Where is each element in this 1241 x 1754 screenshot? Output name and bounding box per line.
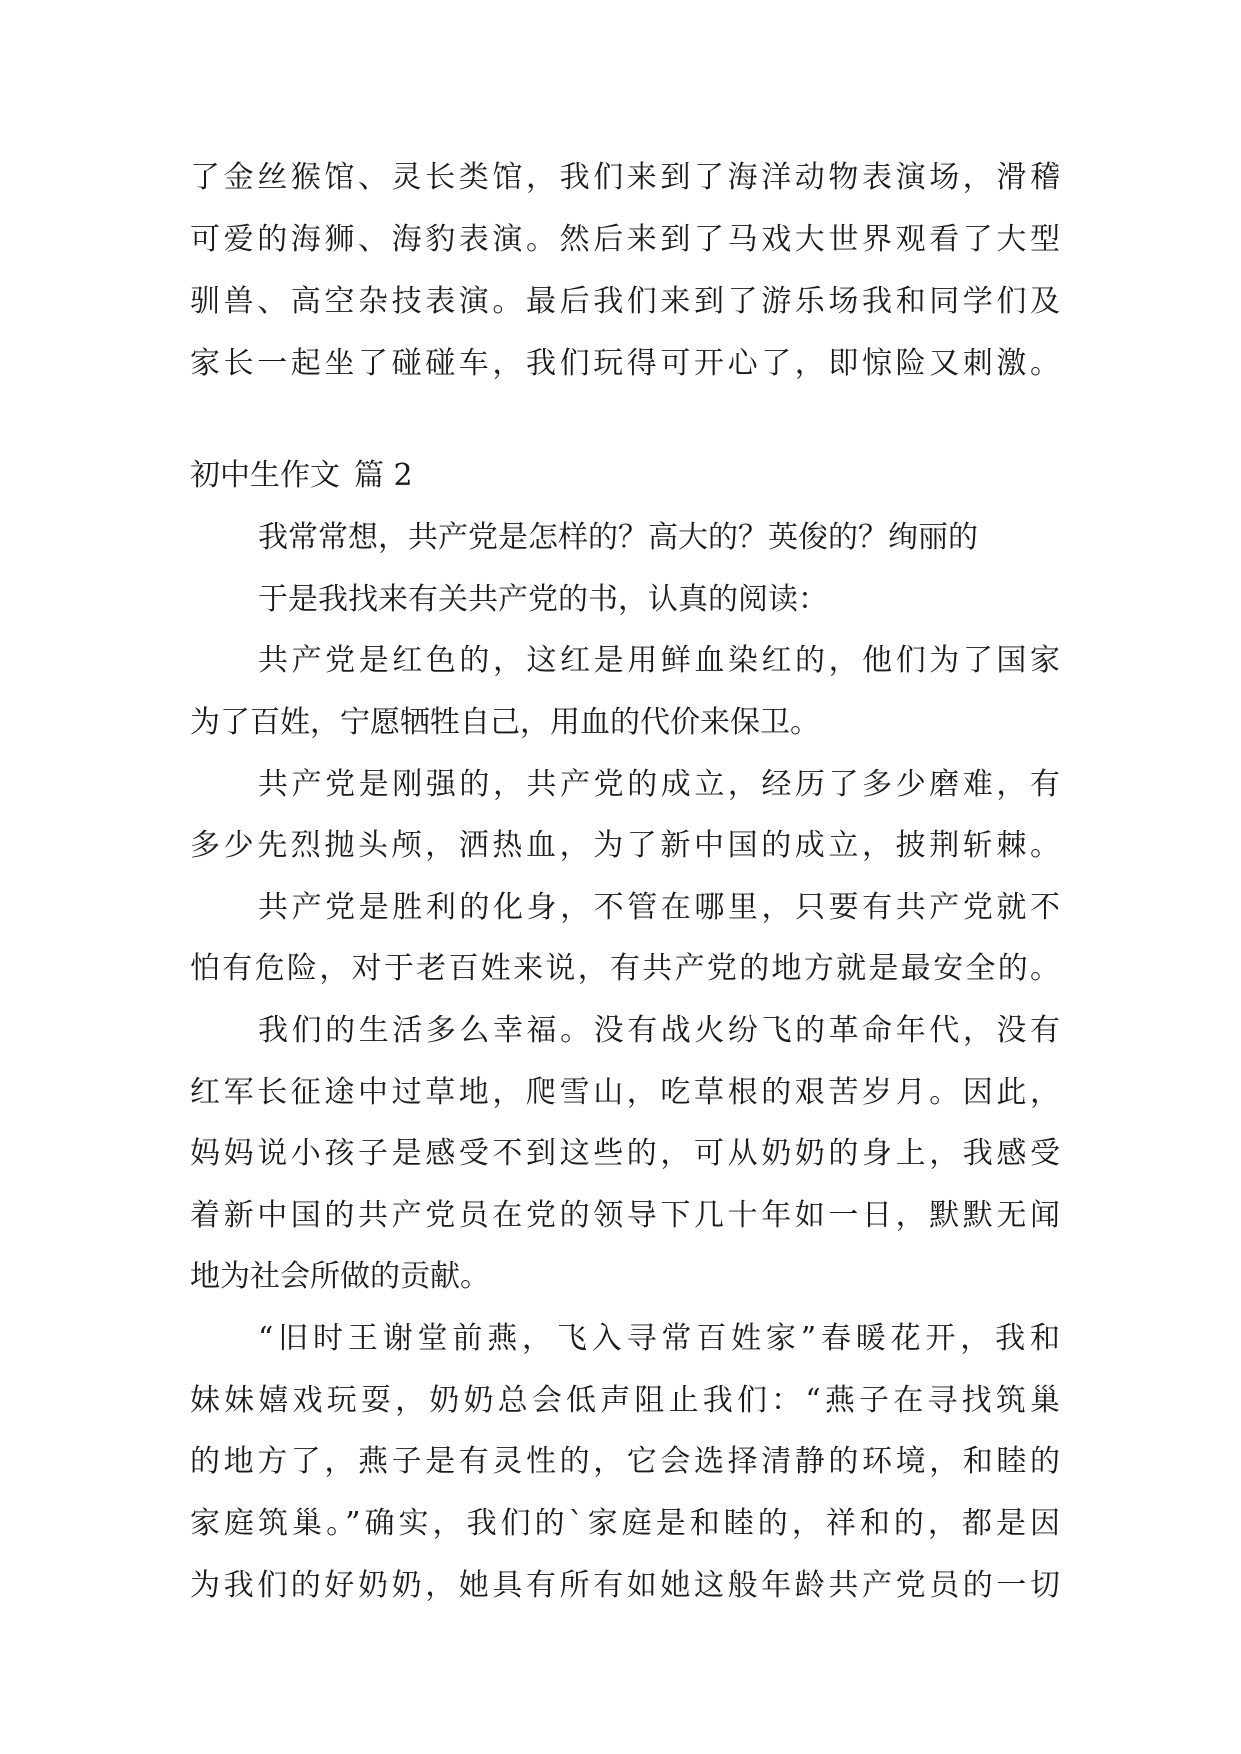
text-line: “旧时王谢堂前燕，飞入寻常百姓家”春暖花开，我和 [258, 1321, 1060, 1356]
text-line: 红军长征途中过草地，爬雪山，吃草根的艰苦岁月。因此， [190, 1075, 1060, 1110]
section-heading [190, 456, 413, 496]
text-line: 可爱的海狮、海豹表演。然后来到了马戏大世界观看了大型 [190, 222, 1060, 257]
text-line: 家长一起坐了碰碰车，我们玩得可开心了，即惊险又刺激。 [190, 346, 1060, 381]
text-line: 为我们的好奶奶，她具有所有如她这般年龄共产党员的一切 [190, 1568, 1060, 1603]
text-line: 的地方了，燕子是有灵性的，它会选择清静的环境，和睦的 [190, 1444, 1060, 1479]
text-line: 我们的生活多么幸福。没有战火纷飞的革命年代，没有 [258, 1013, 1060, 1048]
text-line: 多少先烈抛头颅，洒热血，为了新中国的成立，披荆斩棘。 [190, 828, 1060, 863]
text-line: 家庭筑巢。”确实，我们的`家庭是和睦的，祥和的，都是因 [190, 1506, 1060, 1541]
text-line: 地为社会所做的贡献。 [190, 1259, 490, 1294]
text-line: 我常常想，共产党是怎样的？高大的？英俊的？绚丽的 [258, 520, 978, 555]
section-title: 初中生作文 [190, 458, 340, 493]
text-line: 共产党是红色的，这红是用鲜血染红的，他们为了国家 [258, 643, 1060, 678]
text-line: 共产党是刚强的，共产党的成立，经历了多少磨难，有 [258, 767, 1060, 802]
text-line: 妈妈说小孩子是感受不到这些的，可从奶奶的身上，我感受 [190, 1136, 1060, 1171]
text-line: 妹妹嬉戏玩耍，奶奶总会低声阻止我们：“燕子在寻找筑巢 [190, 1383, 1060, 1418]
text-line: 着新中国的共产党员在党的领导下几十年如一日，默默无闻 [190, 1198, 1060, 1233]
section-number: 篇 2 [354, 458, 413, 493]
text-line: 驯兽、高空杂技表演。最后我们来到了游乐场我和同学们及 [190, 284, 1060, 319]
text-line: 共产党是胜利的化身，不管在哪里，只要有共产党就不 [258, 890, 1060, 925]
text-line: 怕有危险，对于老百姓来说，有共产党的地方就是最安全的。 [190, 951, 1060, 986]
text-line: 于是我找来有关共产党的书，认真的阅读： [258, 582, 828, 617]
text-line: 为了百姓，宁愿牺牲自己，用血的代价来保卫。 [190, 705, 820, 740]
text-line: 了金丝猴馆、灵长类馆，我们来到了海洋动物表演场，滑稽 [190, 160, 1060, 195]
